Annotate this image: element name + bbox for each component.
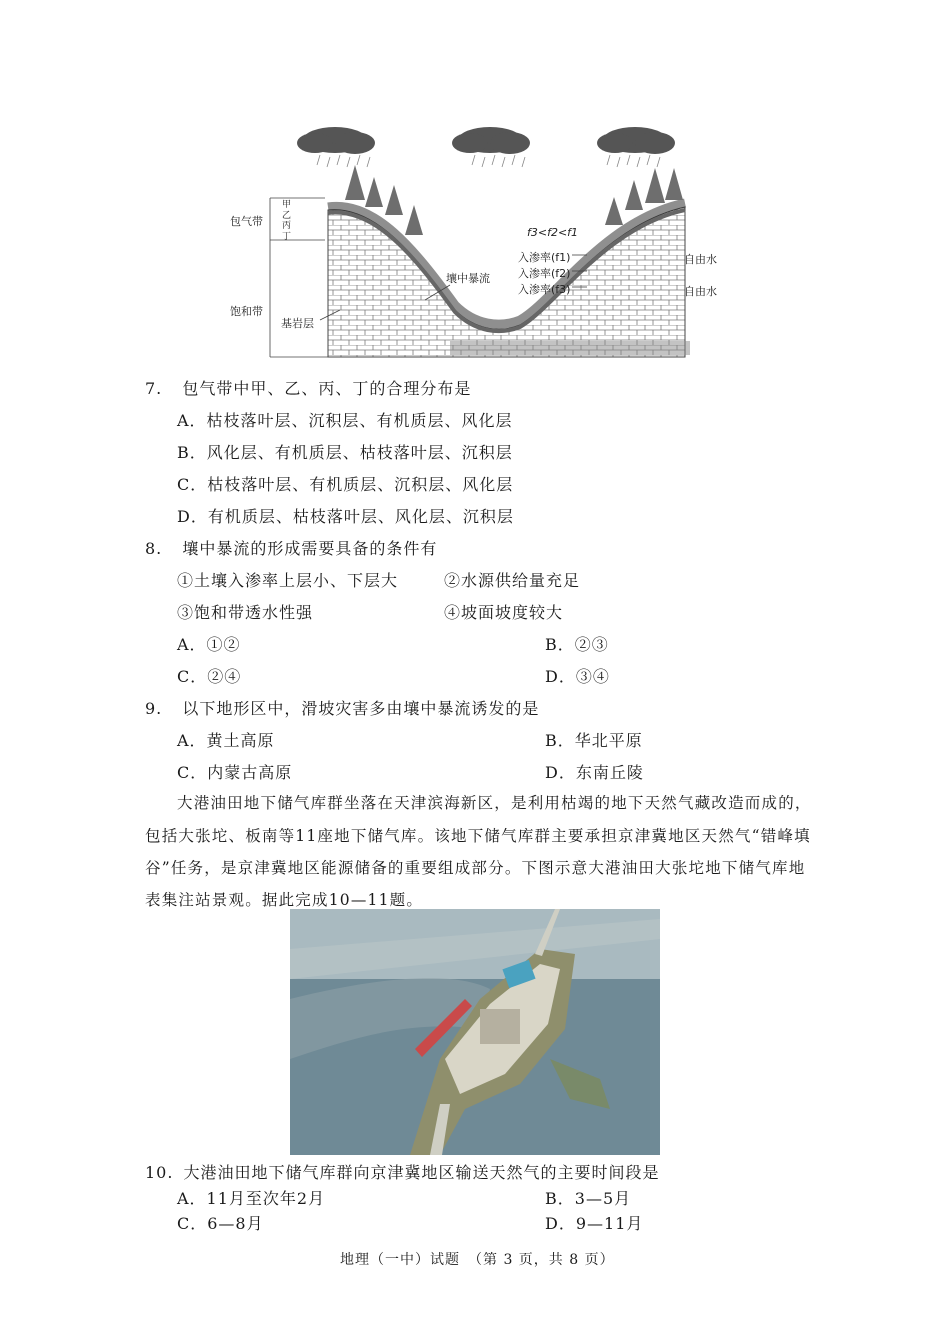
passage-line-3: 谷”任务，是京津冀地区能源储备的重要组成部分。下图示意大港油田大张坨地下储气库地 — [145, 859, 806, 877]
q10-option-d[interactable]: D．9—11月 — [545, 1214, 644, 1233]
q9-option-a[interactable]: A．黄土高原 — [177, 731, 275, 750]
question-stem: 包气带中甲、乙、丙、丁的合理分布是 — [182, 379, 472, 398]
question-number: 7. — [145, 379, 163, 398]
q8-condition-4: ④坡面坡度较大 — [444, 603, 564, 622]
label-free-water-2: 自由水 — [684, 285, 717, 298]
label-infiltration-2: 入渗率(f2) — [518, 267, 571, 280]
q8-option-c[interactable]: C．②④ — [177, 667, 242, 686]
q9-option-b[interactable]: B．华北平原 — [545, 731, 643, 750]
q9-option-c[interactable]: C．内蒙古高原 — [177, 763, 293, 782]
q8-condition-3: ③饱和带透水性强 — [177, 603, 314, 622]
label-interflow: 壤中暴流 — [446, 272, 490, 285]
label-infiltration-relation: f3<f2<f1 — [527, 226, 579, 239]
page-footer: 地理（一中）试题 （第 3 页，共 8 页） — [340, 1252, 615, 1268]
cloud-icon — [297, 127, 675, 154]
q8-condition-1: ①土壤入渗率上层小、下层大 — [177, 571, 399, 590]
q10-option-b[interactable]: B．3—5月 — [545, 1189, 632, 1208]
q7-option-d[interactable]: D．有机质层、枯枝落叶层、风化层、沉积层 — [177, 507, 514, 526]
label-layer-2: 乙 — [282, 211, 292, 221]
q7-option-a[interactable]: A．枯枝落叶层、沉积层、有机质层、风化层 — [177, 411, 513, 430]
passage-line-2: 包括大张坨、板南等11座地下储气库。该地下储气库群主要承担京津冀地区天然气“错峰填 — [145, 827, 811, 845]
gas-station-aerial-photo — [290, 909, 660, 1155]
question-stem: 大港油田地下储气库群向京津冀地区输送天然气的主要时间段是 — [183, 1163, 660, 1182]
label-aeration-zone: 包气带 — [230, 215, 263, 228]
label-layer-3: 丙 — [282, 221, 292, 231]
passage-line-4: 表集注站景观。据此完成10—11题。 — [145, 891, 424, 909]
q7-option-b[interactable]: B．风化层、有机质层、枯枝落叶层、沉积层 — [177, 443, 513, 462]
q7-option-c[interactable]: C．枯枝落叶层、有机质层、沉积层、风化层 — [177, 475, 514, 494]
label-saturation-zone: 饱和带 — [230, 305, 263, 318]
q8-option-b[interactable]: B．②③ — [545, 635, 609, 654]
label-layer-1: 甲 — [282, 200, 292, 210]
question-9 — [145, 696, 539, 719]
q8-option-a[interactable]: A．①② — [177, 635, 241, 654]
label-infiltration-1: 入渗率(f1) — [518, 251, 571, 264]
question-stem: 以下地形区中，滑坡灾害多由壤中暴流诱发的是 — [182, 699, 540, 718]
q10-option-c[interactable]: C．6—8月 — [177, 1214, 264, 1233]
q8-option-d[interactable]: D．③④ — [545, 667, 610, 686]
label-free-water-1: 自由水 — [684, 253, 717, 266]
q10-option-a[interactable]: A．11月至次年2月 — [177, 1189, 326, 1208]
label-bedrock: 基岩层 — [281, 317, 314, 330]
question-number: 10. — [145, 1163, 174, 1182]
q9-option-d[interactable]: D．东南丘陵 — [545, 763, 644, 782]
question-8 — [145, 536, 437, 559]
question-stem: 壤中暴流的形成需要具备的条件有 — [182, 539, 438, 558]
question-number: 9. — [145, 699, 163, 718]
label-infiltration-3: 入渗率(f3) — [518, 283, 571, 296]
q8-condition-2: ②水源供给量充足 — [444, 571, 581, 590]
question-7 — [145, 376, 471, 399]
label-layer-4: 丁 — [282, 232, 292, 242]
question-number: 8. — [145, 539, 163, 558]
question-10 — [145, 1160, 660, 1183]
passage-line-1: 大港油田地下储气库群坐落在天津滨海新区，是利用枯竭的地下天然气藏改造而成的， — [177, 794, 812, 812]
